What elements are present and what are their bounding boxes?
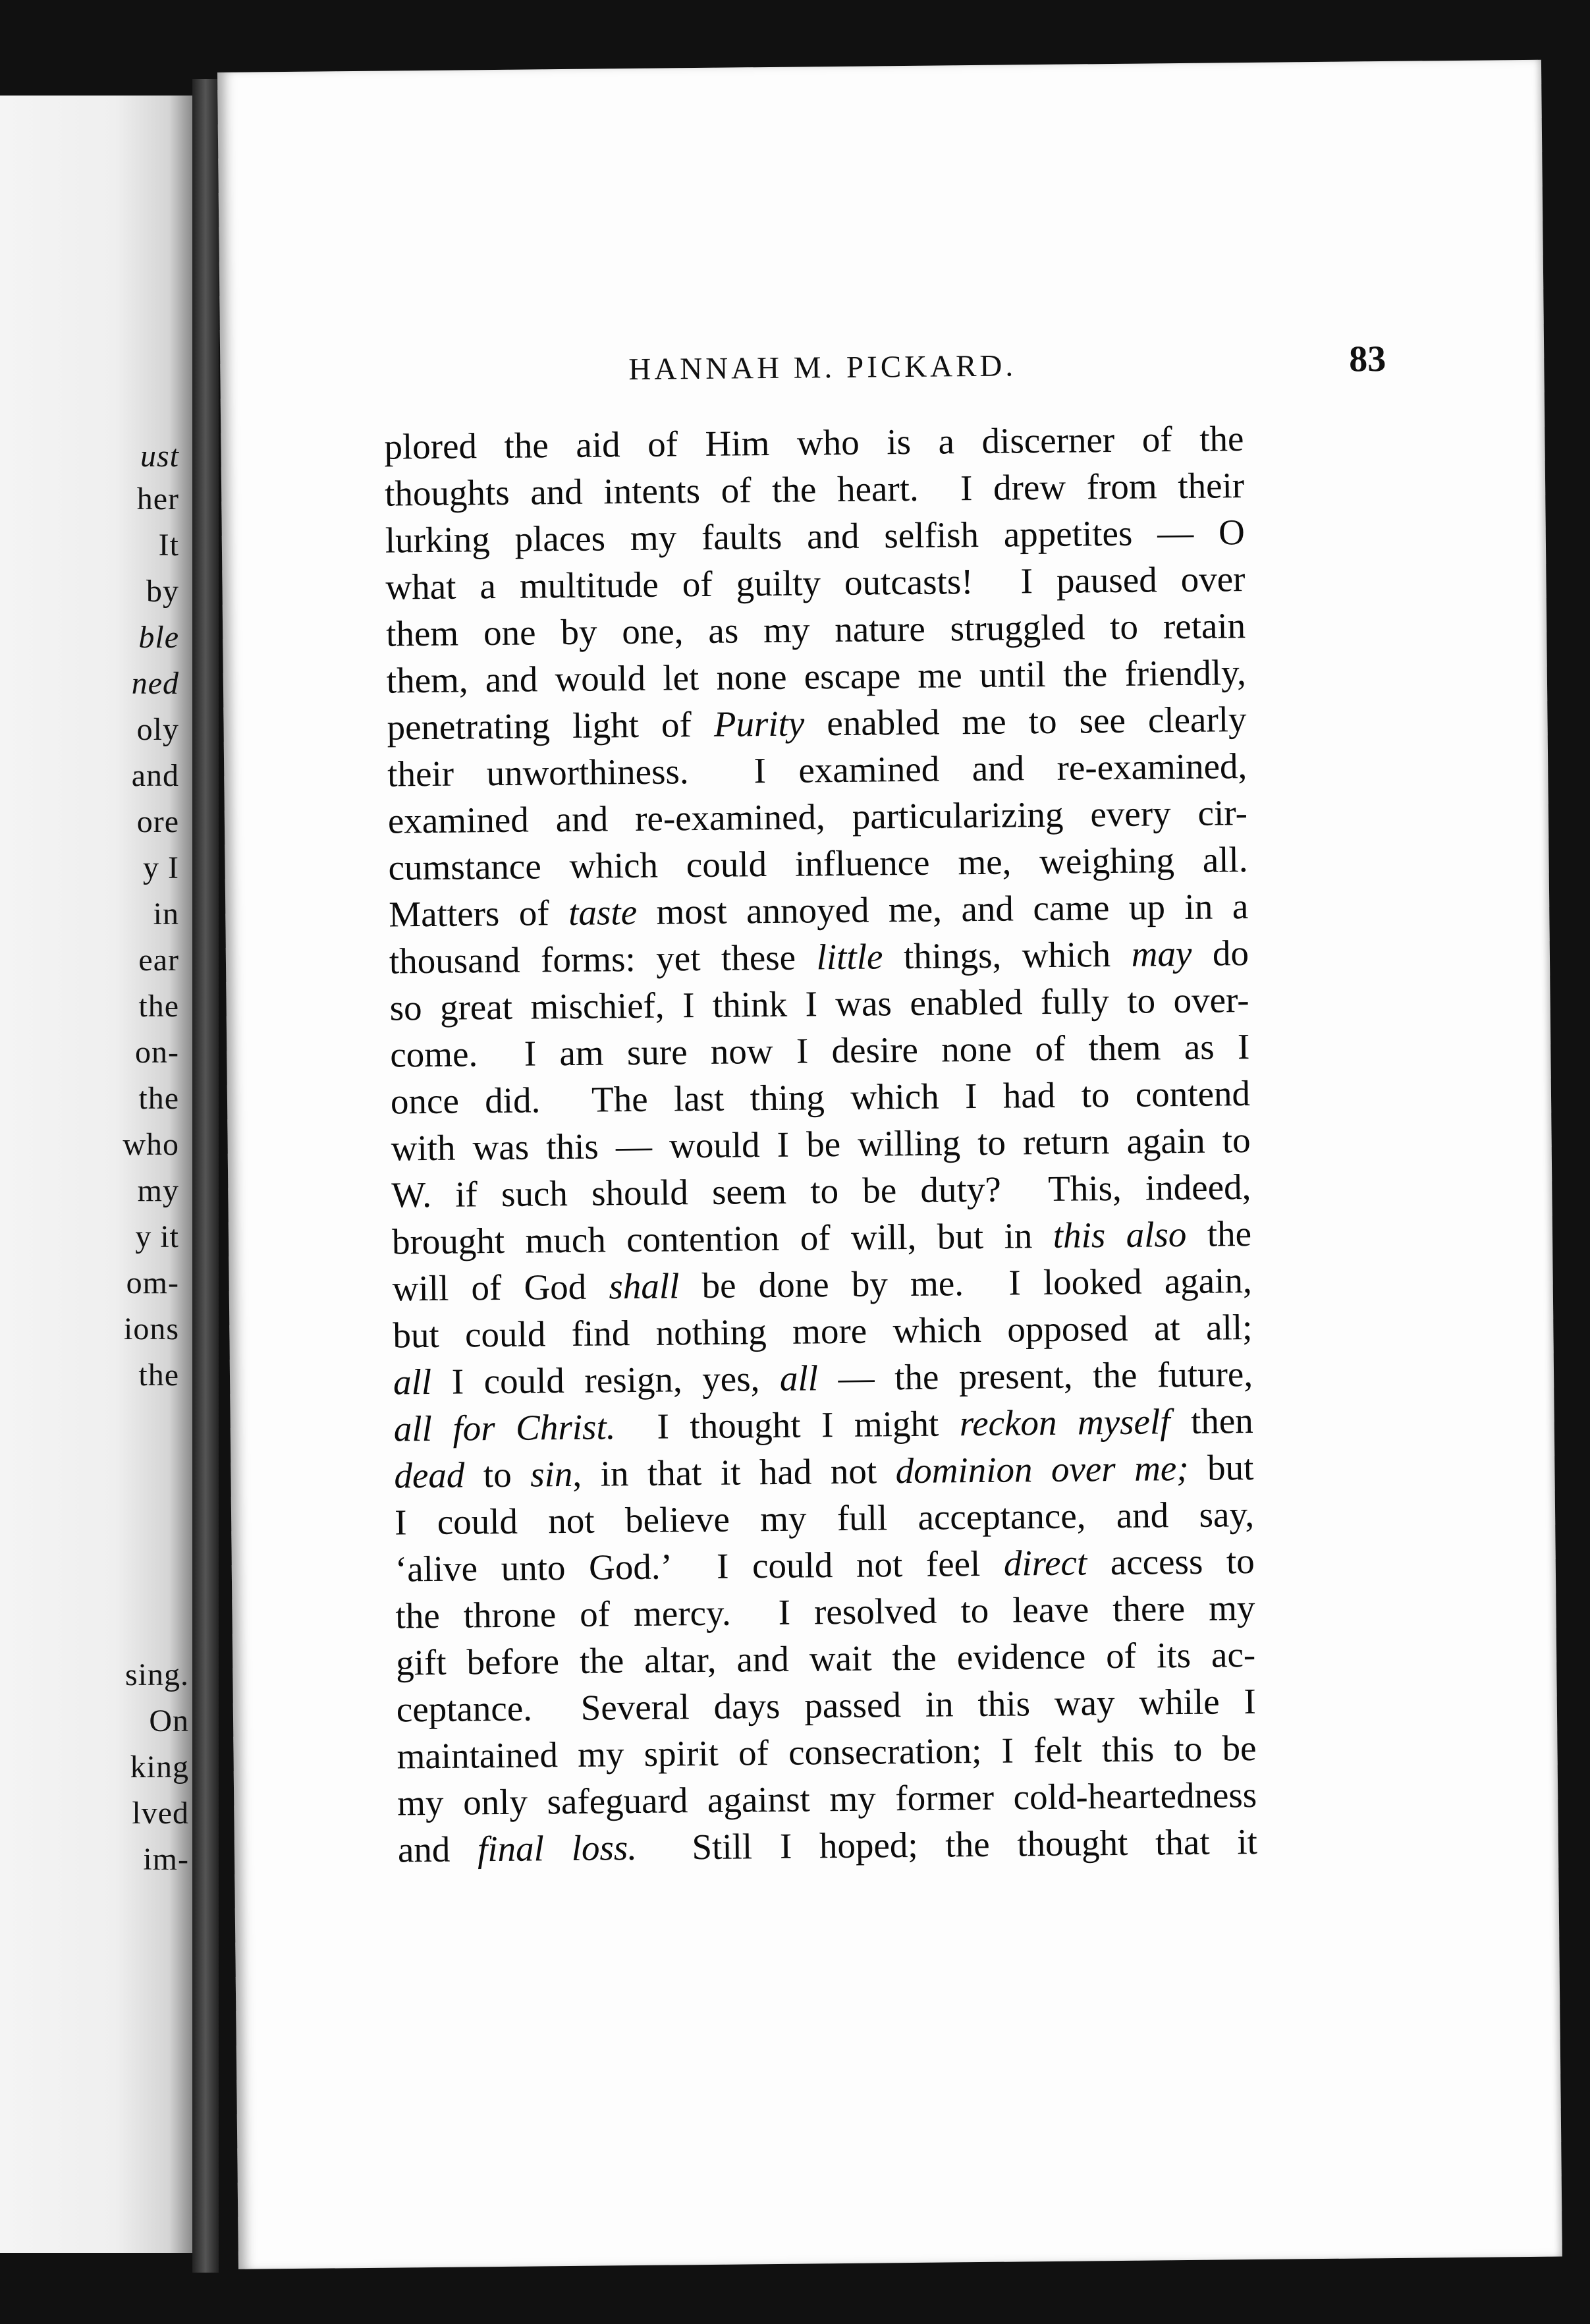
text-segment: Matters of [388, 892, 569, 935]
text-segment: my only safeguard against my former cold-heartedness [397, 1774, 1257, 1823]
text-segment: plored the aid of Him who is a discerner of the [384, 418, 1244, 467]
text-segment: maintained my spirit of consecration; I felt this to be [397, 1727, 1257, 1777]
italic-text: little [816, 936, 883, 978]
italic-text: shall [609, 1265, 680, 1307]
italic-text: direct [1003, 1542, 1087, 1584]
previous-page-line: ore [136, 804, 179, 839]
text-line [388, 836, 1248, 891]
italic-text: dominion over me; [895, 1447, 1189, 1491]
page-gutter [192, 79, 219, 2273]
text-segment: them one by one, as my nature struggled to retain [385, 605, 1246, 654]
previous-page-line: ear [138, 943, 179, 978]
text-segment: the [1186, 1213, 1252, 1254]
text-segment: with was this — would I be willing to return again to [391, 1120, 1251, 1169]
previous-page-line: her [136, 482, 179, 516]
previous-page-line: lved [132, 1796, 189, 1831]
previous-page-line: ust [140, 439, 179, 474]
text-line [392, 1210, 1252, 1265]
previous-page-line: my [137, 1173, 179, 1208]
italic-text: may [1131, 933, 1192, 974]
text-line [387, 696, 1247, 751]
text-segment: and [397, 1829, 478, 1870]
previous-page-line: ions [123, 1312, 179, 1346]
text-segment: come. I am sure now I desire none of them as I [390, 1026, 1250, 1075]
previous-page-line: and [131, 758, 179, 793]
text-line [393, 1350, 1253, 1406]
text-segment: penetrating light of [387, 704, 715, 748]
text-segment: — the present, the future, [817, 1354, 1253, 1398]
text-line [386, 602, 1246, 657]
text-segment: be done by me. I looked again, [679, 1260, 1252, 1306]
text-line [384, 415, 1244, 470]
text-segment: thoughts and intents of the heart. I drew from their [384, 465, 1245, 514]
book-page [217, 60, 1562, 2269]
previous-page-line: sing. [124, 1657, 189, 1692]
previous-page-line: im- [143, 1842, 189, 1877]
text-segment: ‘alive unto God.’ I could not feel [395, 1543, 1004, 1590]
italic-text: all for Christ. [393, 1406, 616, 1449]
text-line [389, 883, 1249, 938]
text-segment: then [1170, 1400, 1254, 1442]
text-segment: I could not believe my full acceptance, and say, [394, 1493, 1255, 1543]
previous-page-line: by [146, 574, 179, 609]
text-line [390, 1023, 1250, 1078]
text-segment: will of God [392, 1266, 609, 1309]
previous-page-line: y it [135, 1219, 179, 1254]
text-segment: access to [1086, 1540, 1255, 1583]
text-segment: what a multitude of guilty outcasts! I paused over [385, 559, 1246, 607]
text-line [389, 929, 1249, 985]
text-line [385, 509, 1245, 564]
text-line [387, 742, 1247, 798]
text-line [393, 1304, 1253, 1359]
text-segment: enabled me to see clearly [804, 699, 1247, 744]
italic-text: Purity [713, 703, 805, 744]
text-line [391, 1070, 1251, 1125]
running-head [628, 338, 1386, 398]
italic-text: sin [530, 1453, 573, 1495]
previous-page-fragment [0, 96, 192, 2253]
text-segment: do [1192, 933, 1249, 974]
previous-page-line: the [138, 1081, 179, 1116]
text-line [397, 1771, 1257, 1827]
text-line [397, 1725, 1257, 1780]
previous-page-line: who [123, 1127, 179, 1162]
page-number: 83 [1348, 338, 1386, 380]
text-segment: Still I hoped; the thought that it [636, 1821, 1258, 1868]
text-segment: them, and would let none escape me until the friendly, [386, 652, 1247, 701]
previous-page-line: ned [131, 666, 179, 701]
text-line [398, 1818, 1258, 1873]
text-line [396, 1631, 1256, 1686]
text-line [391, 1163, 1251, 1219]
text-line [385, 555, 1246, 611]
previous-page-line: in [153, 897, 179, 931]
text-segment: things, which [883, 933, 1132, 977]
text-line [393, 1397, 1253, 1452]
text-segment: so great mischief, I think I was enabled fully to over- [389, 980, 1249, 1028]
previous-page-line: On [149, 1703, 189, 1738]
text-segment: to [464, 1454, 531, 1495]
text-segment: W. if such should seem to be duty? This, indeed, [391, 1167, 1251, 1215]
text-segment: I could resign, yes, [431, 1358, 781, 1402]
text-segment: I thought I might [615, 1403, 960, 1447]
text-line [394, 1444, 1254, 1499]
text-segment: but could find nothing more which opposed at all; [393, 1307, 1253, 1356]
previous-page-line: the [138, 989, 179, 1024]
text-segment: once did. The last thing which I had to contend [390, 1073, 1251, 1122]
text-line [395, 1537, 1255, 1593]
previous-page-line: on- [135, 1035, 179, 1070]
text-line [397, 1678, 1257, 1733]
previous-page-line: It [158, 528, 179, 563]
text-segment: lurking places my faults and selfish appetites — O [385, 512, 1246, 561]
text-line [395, 1491, 1255, 1546]
previous-page-line: the [138, 1358, 179, 1393]
italic-text: reckon myself [959, 1401, 1170, 1444]
text-line [391, 1117, 1251, 1172]
text-line [389, 976, 1249, 1032]
italic-text: taste [568, 891, 638, 933]
italic-text: all [779, 1358, 819, 1398]
text-segment: thousand forms: yet these [389, 937, 817, 982]
previous-page-line: king [130, 1750, 189, 1784]
text-line [385, 462, 1245, 517]
italic-text: final loss. [477, 1827, 638, 1869]
text-segment: gift before the altar, and wait the evidence of its ac- [395, 1634, 1256, 1683]
text-segment: cumstance which could influence me, weighing all. [388, 839, 1248, 888]
previous-page-text [0, 96, 192, 2253]
text-segment: ceptance. Several days passed in this way while I [396, 1680, 1257, 1730]
italic-text: all [393, 1361, 432, 1402]
text-segment: their unworthiness. I examined and re-examined, [387, 746, 1247, 794]
italic-text: dead [394, 1454, 465, 1496]
running-title: HANNAH M. PICKARD. [628, 348, 1017, 387]
text-line [395, 1584, 1255, 1640]
italic-text: this also [1053, 1213, 1187, 1256]
text-segment: the throne of mercy. I resolved to leave there my [395, 1587, 1255, 1636]
text-segment: but [1188, 1447, 1254, 1488]
text-line [388, 789, 1248, 844]
text-segment: examined and re-examined, particularizing every cir- [387, 792, 1248, 841]
text-line [387, 649, 1247, 704]
body-text [384, 415, 1257, 1873]
text-segment: most annoyed me, and came up in a [636, 886, 1249, 932]
text-segment: brought much contention of will, but in [391, 1215, 1054, 1262]
previous-page-line: om- [126, 1265, 179, 1300]
text-segment: , in that it had not [572, 1451, 896, 1494]
text-line [392, 1257, 1252, 1312]
previous-page-line: y I [143, 850, 179, 885]
previous-page-line: ble [138, 620, 179, 655]
previous-page-line: oly [136, 712, 179, 747]
